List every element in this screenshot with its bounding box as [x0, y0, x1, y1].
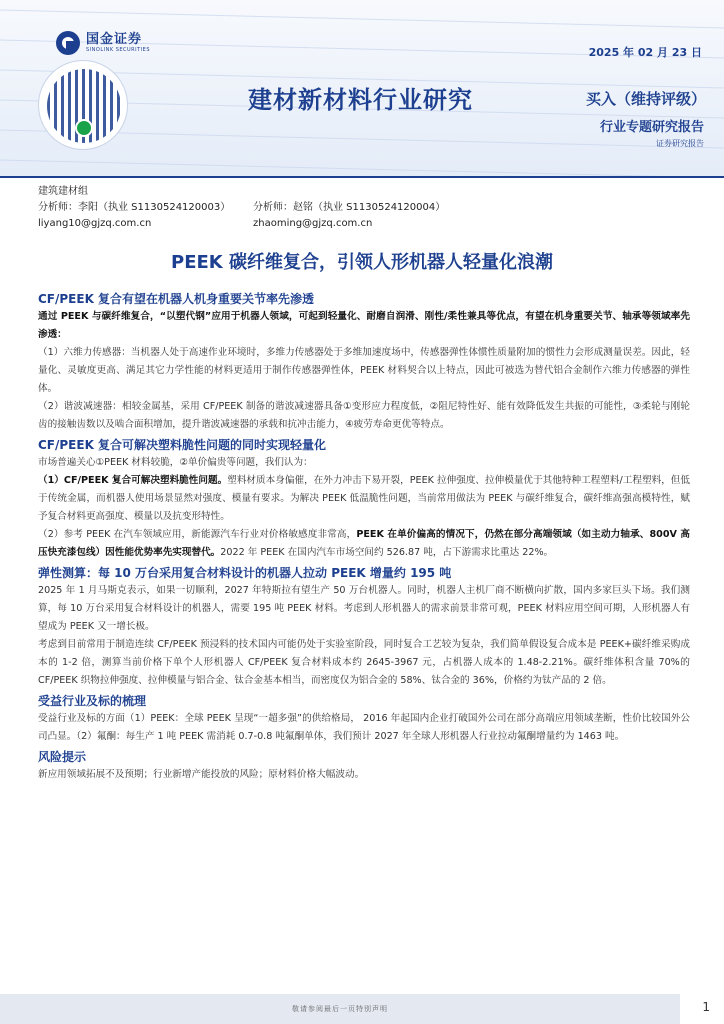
- report-date: 2025 年 02 月 23 日: [588, 46, 702, 59]
- report-type: 行业专题研究报告: [599, 120, 704, 135]
- analyst-name: 分析师：赵铭（执业 S1130524120004）: [253, 202, 446, 213]
- report-body: [38, 288, 690, 784]
- analyst-email[interactable]: liyang10@gjzq.com.cn: [38, 218, 152, 229]
- paragraph: 考虑到目前常用于制造连续 CF/PEEK 预浸料的技术国内可能仍处于实验室阶段，同时复合工艺较为复杂，我们简单假设复合成本是 PEEK+碳纤维采购成本的 1-2 倍，测算当前价格下单个人形机器人 CF/PEEK 复合材料成本约 2645-3967 元，占机器人成本的 1.48-2.21%。碳纤维体积含量 70%的 CF/PEEK 织物拉伸强度、拉伸模量与铝合金、钛合金基本相当，而密度仅为铝合金的 58%、钛合金的 36%，价格约为钛产品的 2 倍。: [38, 639, 690, 686]
- analyst-email[interactable]: zhaoming@gjzq.com.cn: [253, 218, 373, 229]
- report-header: [0, 0, 724, 178]
- section-heading: 弹性测算：每 10 万台采用复合材料设计的机器人拉动 PEEK 增量约 195 吨: [38, 566, 452, 580]
- paragraph: 市场普遍关心①PEEK 材料较脆，②单价偏贵等问题，我们认为：: [38, 457, 313, 468]
- qr-code-icon: [38, 60, 128, 150]
- paragraph: （1）六维力传感器：当机器人处于高速作业环境时，多维力传感器处于多维加速度场中，传感器弹性体惯性质量附加的惯性力会形成测量误差。因此，轻量化、灵敏度更高、满足其它力学性能的材料更适用于制作传感器弹性体，PEEK 材料契合以上特点，因此可被选为替代铝合金制作六维力传感器的弹性体。: [38, 347, 690, 394]
- paragraph: （1）CF/PEEK 复合可解决塑料脆性问题。塑料材质本身偏催，在外力冲击下易开裂，PEEK 拉伸强度、拉伸模量优于其他特种工程塑料/工程塑料，但低于传统金属，而机器人使用场景显然对强度、模量有要求。为解决 PEEK 低温脆性问题，当前常用做法为 PEEK 与碳纤维复合，碳纤维高强高模特性，赋予复合材料更高强度、模量以及抗变形特性。: [38, 475, 691, 522]
- paragraph: 受益行业及标的方面（1）PEEK：全球 PEEK 呈现“一超多强”的供给格局， 2016 年起国内企业打破国外公司在部分高端应用领域垄断，性价比较国外公司凸显。（2）氟酮：每生产 1 吨 PEEK 需消耗 0.7-0.8 吨氟酮单体，我们预计 2027 年全球人形机器人行业拉动氟酮增量约为 1463 吨。: [38, 713, 690, 742]
- section-heading: CF/PEEK 复合可解决塑料脆性问题的同时实现轻量化: [38, 438, 327, 452]
- page-number: 1: [702, 1000, 710, 1014]
- brand-logo: [56, 31, 150, 55]
- paragraph: 2025 年 1 月马斯克表示，如果一切顺利，2027 年特斯拉有望生产 50 万台机器人。同时，机器人主机厂商不断横向扩散，国内多家巨头下场。我们测算，每 10 万台采用复合材料设计的机器人，需要 195 吨 PEEK 材料。考虑到人形机器人的需求前景非常可观，PEEK 材料应用空间可期，人形机器人有望成为 PEEK 又一增长极。: [38, 585, 690, 632]
- section-heading: 受益行业及标的梳理: [38, 694, 147, 708]
- brand-logo-icon: [56, 31, 80, 55]
- brand-name: 国金证券: [86, 32, 143, 47]
- sector-label: 建筑建材组: [38, 186, 88, 197]
- analyst-name: 分析师：李阳（执业 S1130524120003）: [38, 202, 231, 213]
- brand-name-en: SINOLINK SECURITIES: [86, 47, 150, 53]
- section-heading: CF/PEEK 复合有望在机器人机身重要关节率先渗透: [38, 292, 315, 306]
- rating-label: 买入（维持评级）: [585, 90, 706, 108]
- report-title: 建材新材料行业研究: [248, 86, 473, 114]
- footer-disclaimer[interactable]: 敬请参阅最后一页特别声明: [292, 1005, 388, 1013]
- paragraph: 新应用领域拓展不及预期；行业新增产能投放的风险；原材料价格大幅波动。: [38, 769, 365, 780]
- report-subtype: 证券研究报告: [656, 139, 704, 148]
- paragraph: （2）谐波减速器：相较金属基，采用 CF/PEEK 制备的谐波减速器具备①变形应力程度低，②阻尼特性好、能有效降低发生共振的可能性，③柔轮与刚轮齿的接触齿数以及啮合面积增加，提升谐波减速器的承载和抗冲击能力，④疲劳寿命更优等特点。: [38, 401, 690, 430]
- section-heading: 风险提示: [38, 750, 87, 764]
- paragraph: 通过 PEEK 与碳纤维复合，“以塑代钢”应用于机器人领域，可起到轻量化、耐磨自润滑、刚性/柔性兼具等优点，有望在机身重要关节、轴承等领域率先渗透：: [38, 311, 690, 340]
- header-divider: [0, 176, 724, 178]
- main-title: PEEK 碳纤维复合，引领人形机器人轻量化浪潮: [171, 252, 553, 273]
- analyst-info: [38, 184, 698, 232]
- paragraph: （2）参考 PEEK 在汽车领域应用，新能源汽车行业对价格敏感度非常高，PEEK 在单价偏高的情况下，仍然在部分高端领域（如主动力轴承、800V 高压快充漆包线）因性能优势率先实现替代。2022 年 PEEK 在国内汽车市场空间约 526.87 吨，占下游需求比重达 22%。: [38, 529, 691, 558]
